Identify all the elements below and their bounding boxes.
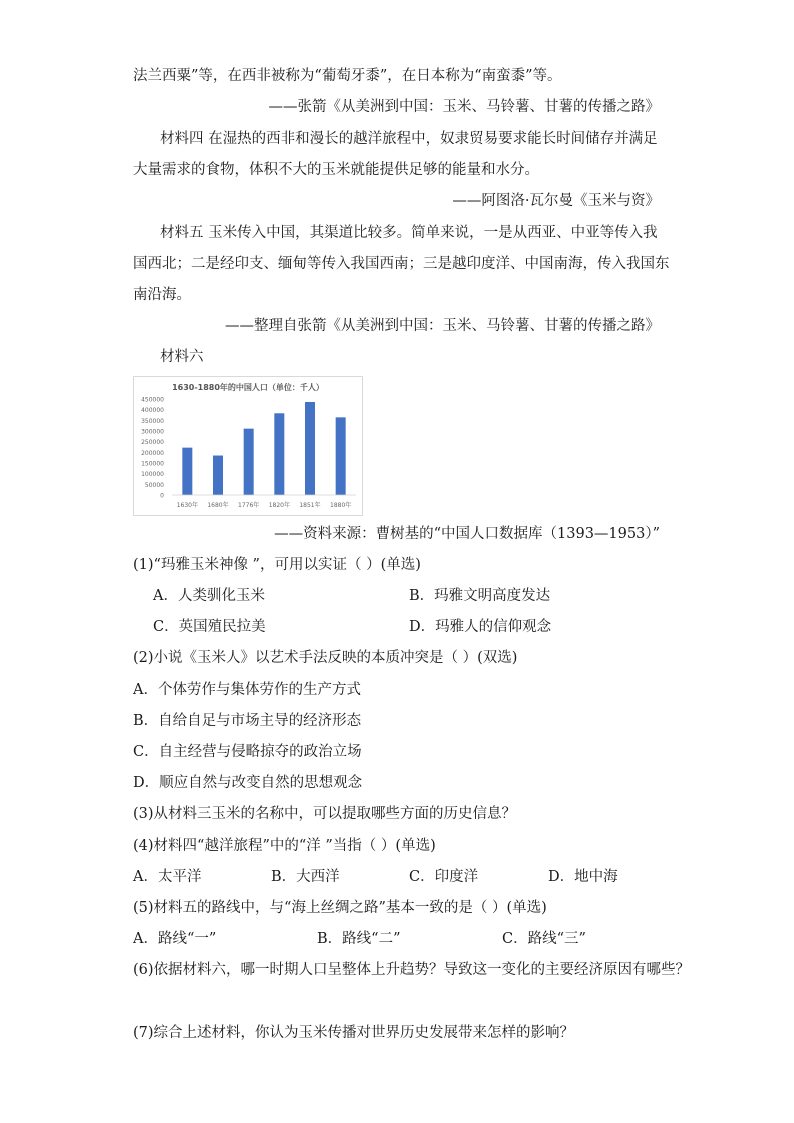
question-3: (3)从材料三玉米的名称中，可以提取哪些方面的历史信息？ [133, 806, 517, 822]
bar-1851年 [305, 402, 315, 495]
y-tick-label: 250000 [141, 439, 164, 447]
y-tick-label: 100000 [141, 471, 164, 479]
text-line: 材料四 在湿热的西非和漫长的越洋旅程中，奴隶贸易要求能长时间储存并满足 [160, 131, 658, 147]
question-6: (6)依据材料六，哪一时期人口呈整体上升趋势？导致这一变化的主要经济原因有哪些？ [133, 962, 691, 978]
y-tick-label: 0 [160, 492, 164, 500]
material-six-label: 材料六 [160, 349, 204, 365]
y-tick-label: 150000 [141, 460, 164, 468]
option: C．路线“三” [502, 931, 586, 947]
option: A．人类驯化玉米 [153, 588, 265, 604]
option: B．自给自足与市场主导的经济形态 [133, 713, 362, 729]
option: D．玛雅人的信仰观念 [409, 619, 552, 635]
option: B．路线“二” [317, 931, 401, 947]
x-tick-label: 1820年 [268, 502, 290, 509]
option: B．大西洋 [271, 869, 340, 885]
text-line: 国西北；二是经印支、缅甸等传入我国西南；三是越印度洋、中国南海，传入我国东 [133, 256, 670, 272]
bar-1680年 [213, 456, 223, 495]
citation: ——阿图洛·瓦尔曼《玉米与资》 [452, 193, 660, 209]
option: D．地中海 [548, 869, 618, 885]
question-7: (7)综合上述材料，你认为玉米传播对世界历史发展带来怎样的影响？ [133, 1025, 575, 1041]
data-source: ——资料来源：曹树基的“中国人口数据库（1393—1953）” [274, 526, 660, 542]
bar-1820年 [274, 413, 284, 495]
y-tick-label: 50000 [144, 481, 164, 489]
chart-title: 1630-1880年的中国人口（单位：千人） [172, 383, 324, 392]
y-tick-label: 350000 [141, 417, 164, 425]
option: D．顺应自然与改变自然的思想观念 [133, 775, 363, 791]
citation: ——张箭《从美洲到中国：玉米、马铃薯、甘薯的传播之路》 [268, 99, 660, 115]
question-2: (2)小说《玉米人》以艺术手法反映的本质冲突是（ ）(双选) [133, 650, 518, 666]
bar-1630年 [182, 448, 192, 495]
text-line: 法兰西粟”等，在西非被称为“葡萄牙黍”，在日本称为“南蛮黍”等。 [133, 68, 562, 84]
y-tick-label: 400000 [141, 407, 164, 415]
x-tick-label: 1851年 [299, 502, 321, 509]
option: C．英国殖民拉美 [153, 619, 266, 635]
citation: ——整理自张箭《从美洲到中国：玉米、马铃薯、甘薯的传播之路》 [225, 318, 660, 334]
y-tick-label: 450000 [141, 396, 164, 404]
question-1: (1)“玛雅玉米神像 ”，可用以实证（ ）(单选) [133, 557, 421, 573]
option: C．印度洋 [409, 869, 479, 885]
population-chart [133, 376, 363, 516]
question-4: (4)材料四“越洋旅程”中的“洋 ”当指（ ）(单选) [133, 838, 436, 854]
bar-1776年 [244, 429, 254, 495]
option: A．太平洋 [133, 869, 202, 885]
text-line: 南沿海。 [133, 287, 191, 303]
option: A．路线“一” [133, 931, 217, 947]
population-chart-svg [134, 377, 362, 515]
y-tick-label: 300000 [141, 428, 164, 436]
bar-1880年 [336, 417, 346, 495]
option: A．个体劳作与集体劳作的生产方式 [133, 682, 361, 698]
text-line: 材料五 玉米传入中国，其渠道比较多。简单来说，一是从西亚、中亚等传入我 [160, 225, 658, 241]
question-5: (5)材料五的路线中，与“海上丝绸之路”基本一致的是（ ）(单选) [133, 900, 547, 916]
text-line: 大量需求的食物，体积不大的玉米就能提供足够的能量和水分。 [133, 162, 539, 178]
x-tick-label: 1630年 [176, 502, 198, 509]
y-tick-label: 200000 [141, 449, 164, 457]
x-tick-label: 1776年 [238, 502, 260, 509]
x-tick-label: 1880年 [330, 502, 352, 509]
x-tick-label: 1680年 [207, 502, 229, 509]
option: C．自主经营与侵略掠夺的政治立场 [133, 744, 362, 760]
option: B．玛雅文明高度发达 [409, 588, 551, 604]
